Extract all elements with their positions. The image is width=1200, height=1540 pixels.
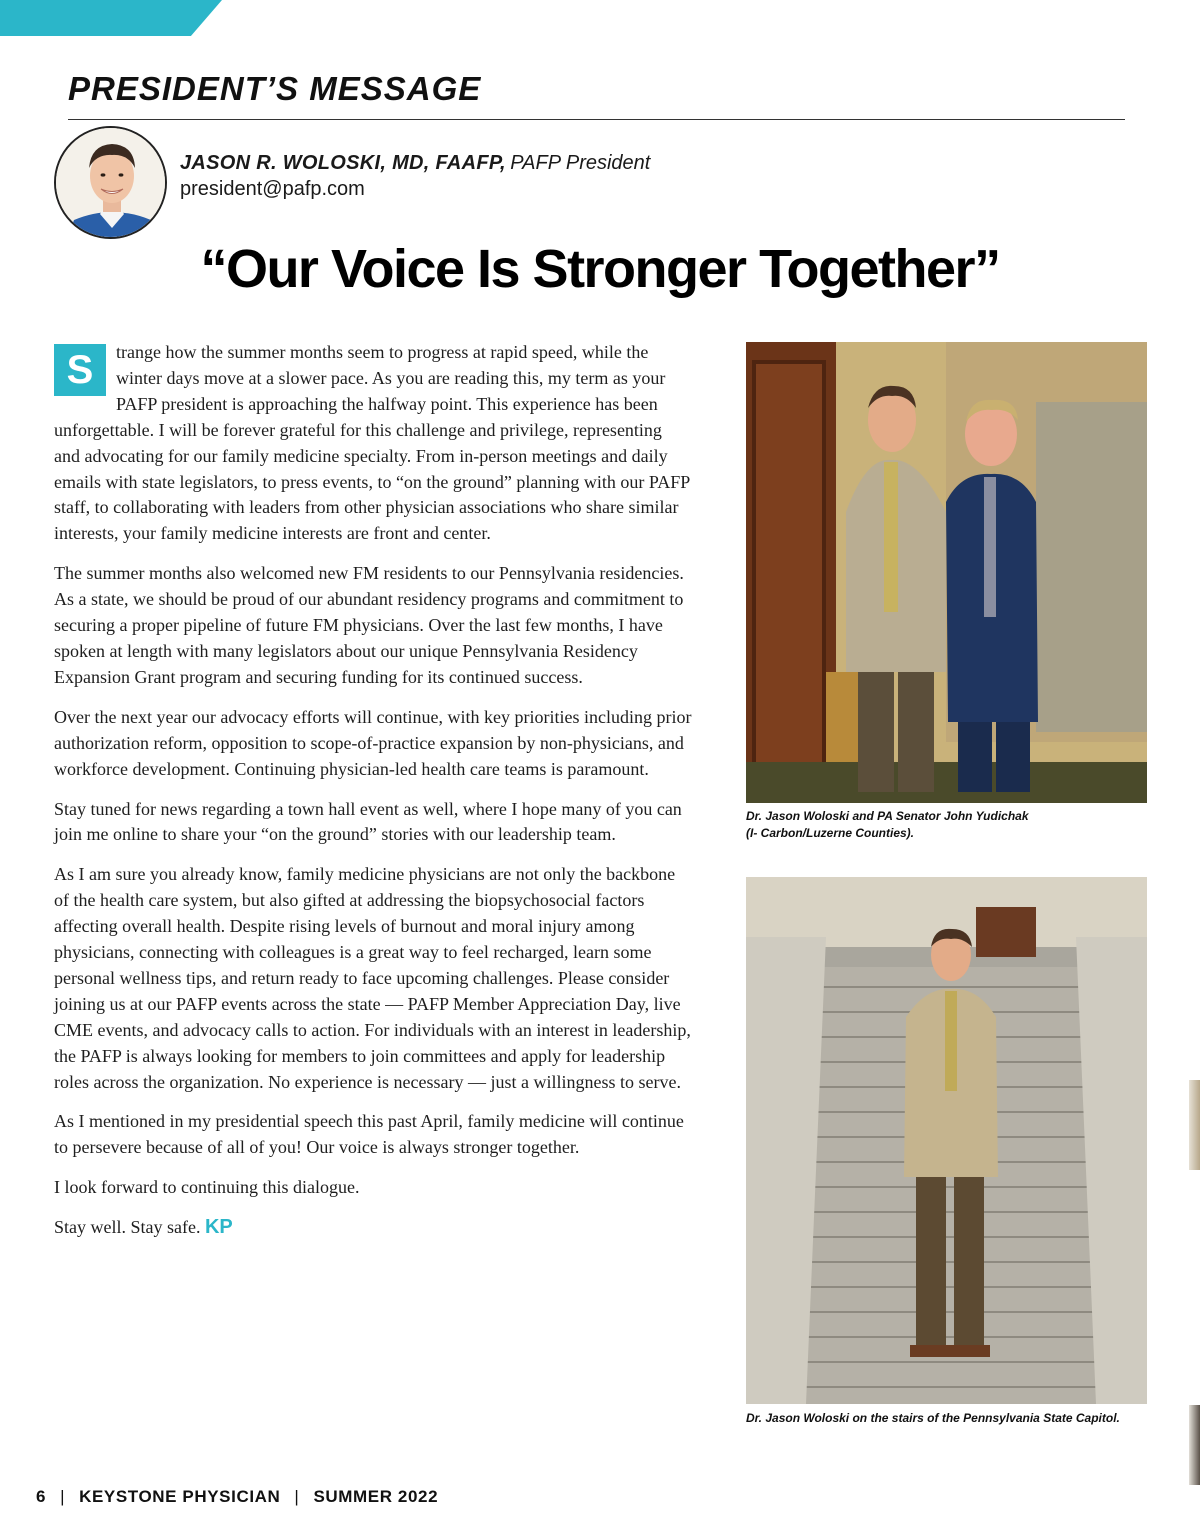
title-divider bbox=[68, 119, 1125, 120]
paragraph-4: Stay tuned for news regarding a town hall event as well, where I hope many of you can join me online to share your “on the ground” stories with our leadership team. bbox=[54, 798, 682, 845]
author-name: JASON R. WOLOSKI, MD, FAAFP, bbox=[180, 152, 506, 174]
paragraph-1 bbox=[54, 340, 692, 547]
end-mark: KP bbox=[204, 1216, 233, 1239]
paragraph-5: As I am sure you already know, family medicine physicians are not only the backbone of the health care system, but also gifted at addressing the biopsychosocial factors affecting overall health. Despite rising levels of burnout and moral injury among physicians, connecting with colleagues is a great way to feel recharged, learn some personal wellness tips, and return ready to face upcoming challenges. Please consider joining us at our PAFP events across the state — PAFP Member Appreciation Day, live CME events, and advocacy calls to action. For individuals with an interest in leadership, the PAFP is always looking for members to join committees and apply for leadership roles across the organization. No experience is necessary — just a willingness to serve. bbox=[54, 864, 691, 1092]
photo-caption-1 bbox=[746, 808, 1166, 842]
page-edge-strip bbox=[1189, 1080, 1200, 1170]
caption-1-line-2: (I- Carbon/Luzerne Counties). bbox=[746, 826, 914, 840]
paragraph-6: As I mentioned in my presidential speech this past April, family medicine will continue to persevere because of all of you! Our voice is always stronger together. bbox=[54, 1111, 684, 1158]
paragraph-1-text: trange how the summer months seem to progress at rapid speed, while the winter days move at a slower pace. As you are reading this, my term as your PAFP president is approaching the halfway point. This experience has been unforgettable. I will be forever grateful for this challenge and privilege, representing and advocating for our family medicine specialty. From in-person meetings and daily emails with state legislators, to press events, to “on the ground” planning with our PAFP staff, to collaborating with leaders from other physician associations who share similar interests, your family medicine interests are front and center. bbox=[54, 342, 690, 544]
author-byline bbox=[180, 152, 650, 201]
article-headline: “Our Voice Is Stronger Together” bbox=[200, 239, 1000, 299]
issue-name: SUMMER 2022 bbox=[313, 1487, 439, 1506]
paragraph-8 bbox=[54, 1215, 692, 1241]
publication-name: KEYSTONE PHYSICIAN bbox=[79, 1487, 281, 1506]
paragraph-3: Over the next year our advocacy efforts will continue, with key priorities including prior authorization reform, opposition to scope-of-practice expansion by non-physicians, and workforce development. Continuing physician-led health care teams is paramount. bbox=[54, 706, 692, 779]
article-body bbox=[54, 340, 692, 1255]
paragraph-2: The summer months also welcomed new FM residents to our Pennsylvania residencies. As a state, we should be proud of our abundant residency programs and commitment to securing a proper pipeline of future FM physicians. Over the last few months, I have spoken at length with many legislators about our unique Pennsylvania Residency Expansion Grant program and securing funding for its continued success. bbox=[54, 563, 684, 687]
page-edge-strip bbox=[1189, 1405, 1200, 1485]
photo-senator-meeting bbox=[746, 342, 1147, 803]
page-footer bbox=[36, 1487, 438, 1507]
photo-caption-2: Dr. Jason Woloski on the stairs of the Pennsylvania State Capitol. bbox=[746, 1411, 1120, 1425]
paragraph-7: I look forward to continuing this dialogue. bbox=[54, 1177, 360, 1198]
footer-separator: | bbox=[60, 1487, 66, 1506]
photo-capitol-stairs bbox=[746, 877, 1147, 1404]
author-email[interactable]: president@pafp.com bbox=[180, 178, 365, 200]
section-title: PRESIDENT’S MESSAGE bbox=[68, 70, 482, 107]
author-role: PAFP President bbox=[510, 152, 651, 174]
caption-1-line-1: Dr. Jason Woloski and PA Senator John Yudichak bbox=[746, 809, 1029, 823]
signoff-text: Stay well. Stay safe. bbox=[54, 1217, 201, 1238]
header-accent-tab bbox=[0, 0, 222, 36]
page-number: 6 bbox=[36, 1487, 47, 1506]
author-avatar bbox=[54, 126, 167, 239]
drop-cap: S bbox=[54, 344, 106, 396]
footer-separator: | bbox=[294, 1487, 300, 1506]
